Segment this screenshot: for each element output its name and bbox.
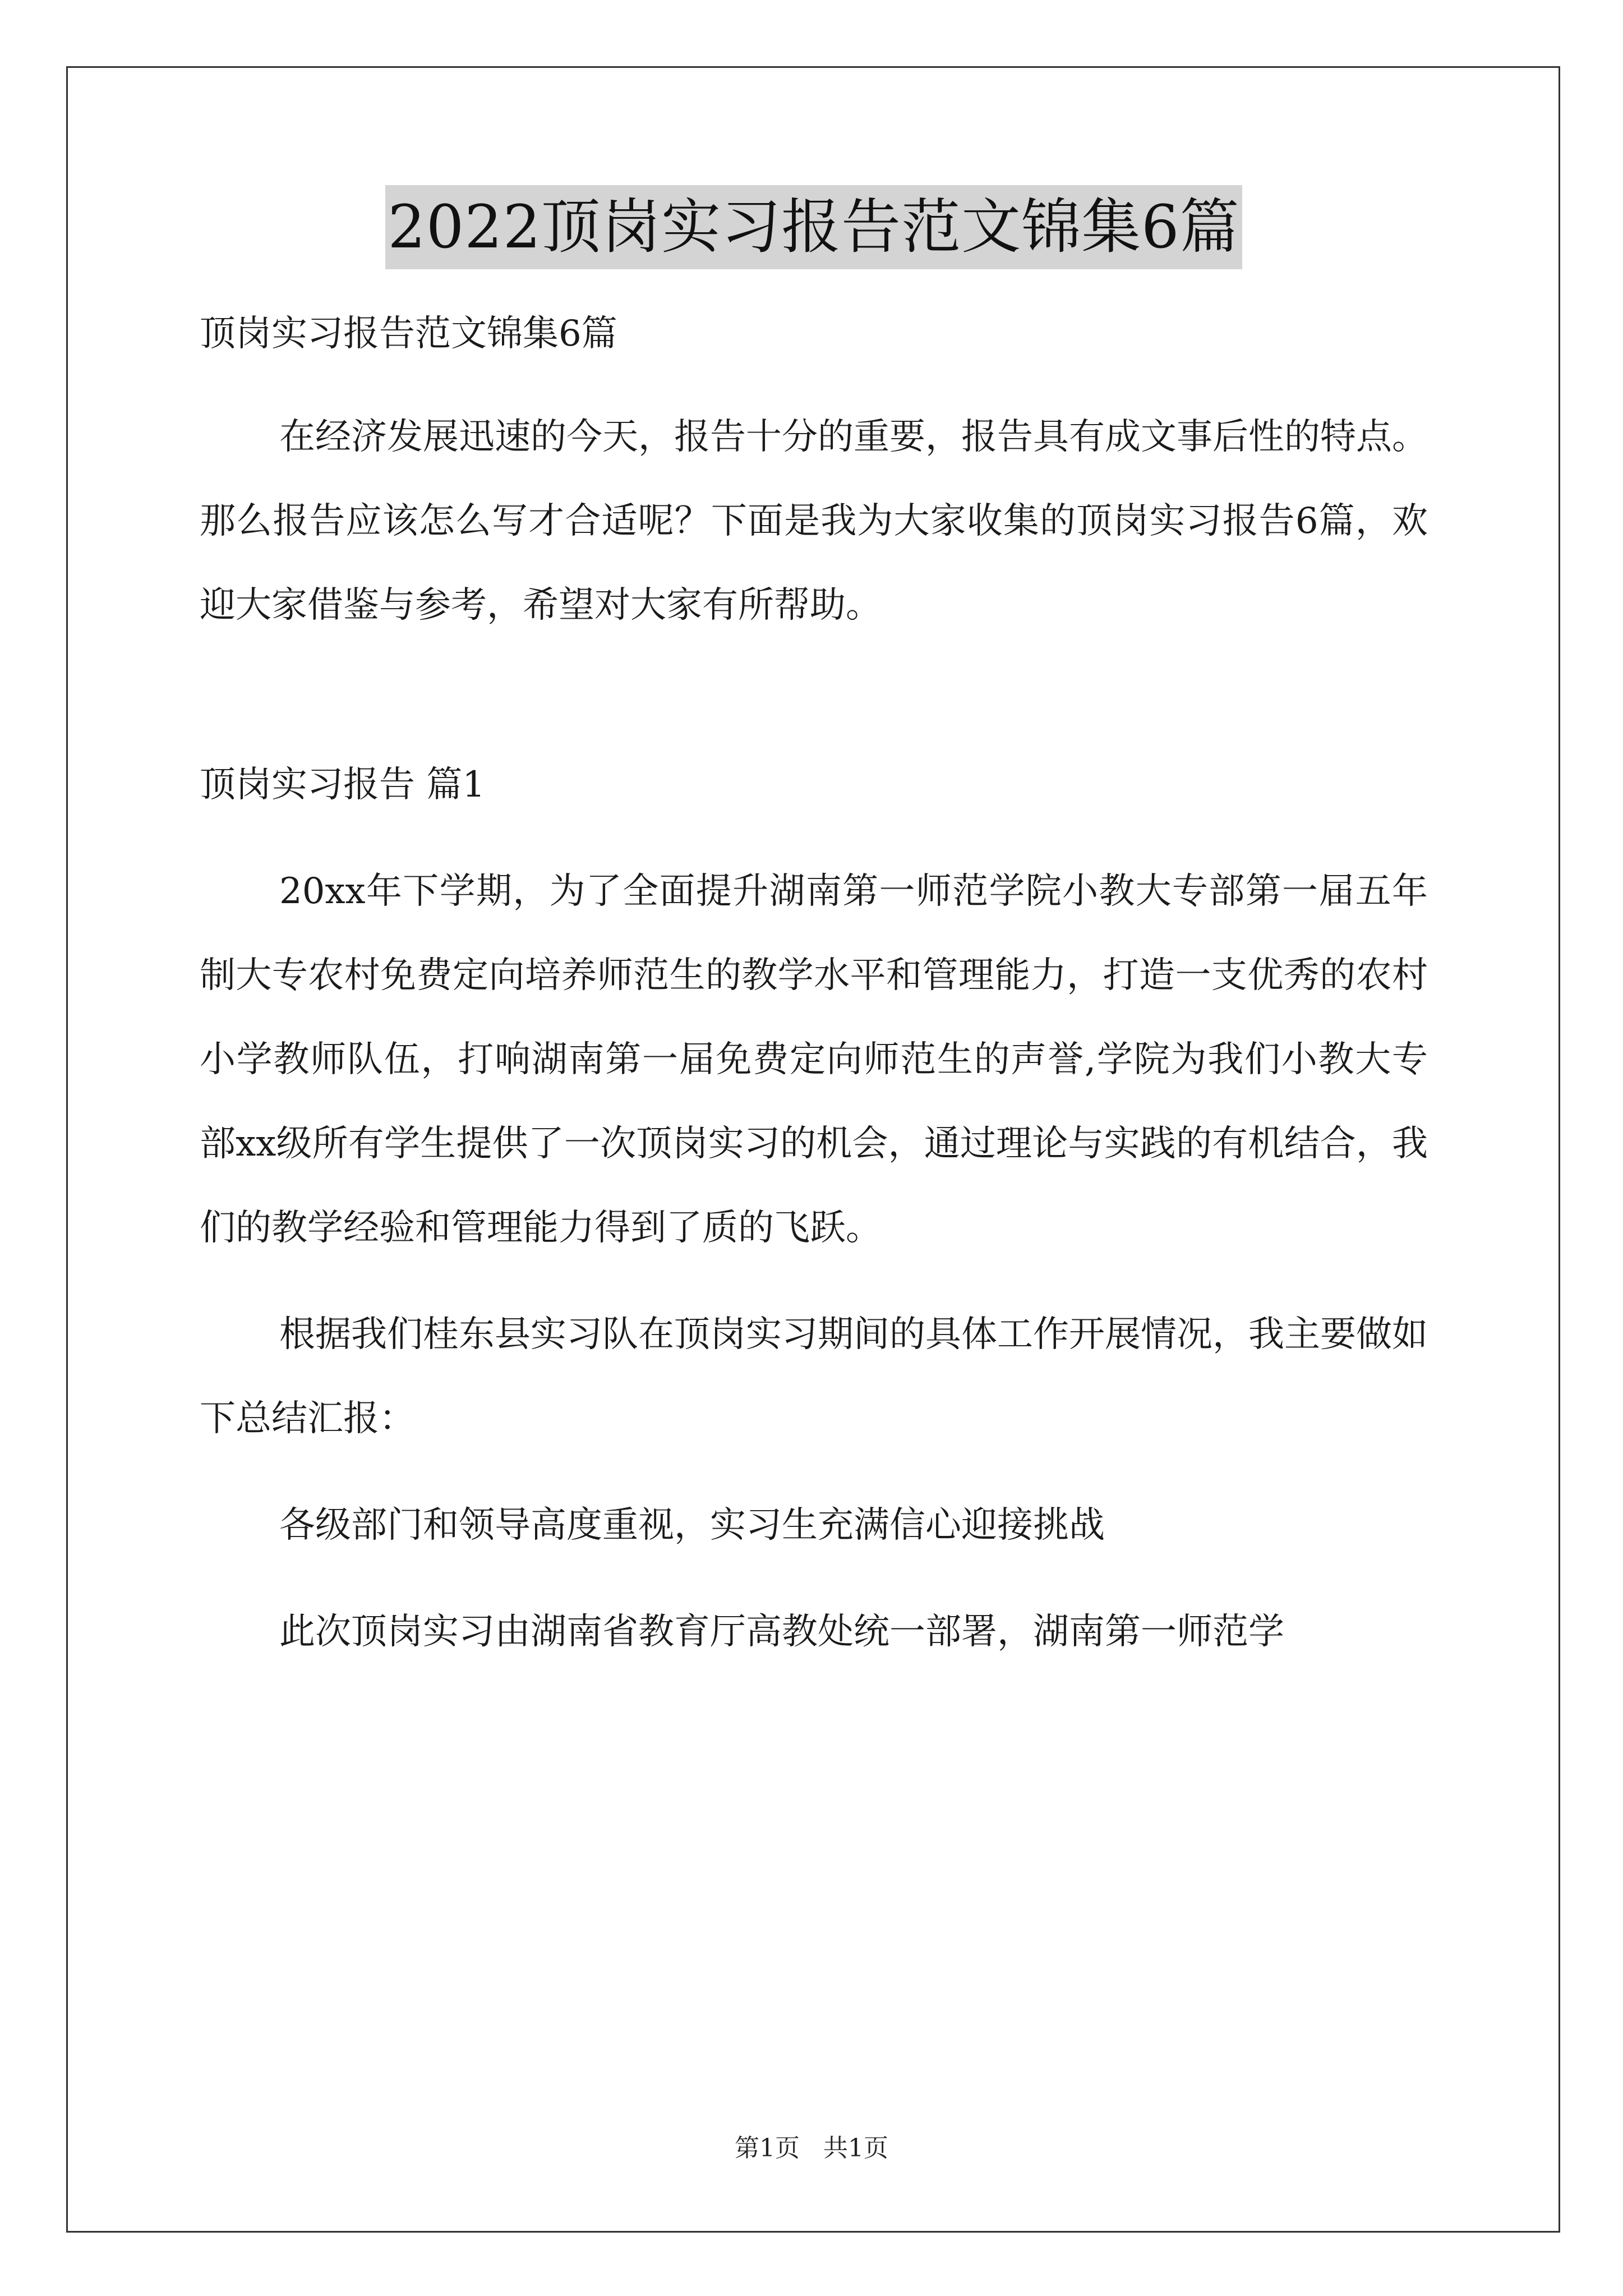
document-body — [200, 185, 1428, 1674]
body-paragraph-4: 此次顶岗实习由湖南省教育厅高教处统一部署，湖南第一师范学 — [279, 1611, 1284, 1653]
page-number-total: 共1页 — [823, 2134, 888, 2162]
page-number-current: 第1页 — [735, 2134, 800, 2162]
section-heading: 顶岗实习报告 篇1 — [200, 764, 486, 806]
page-footer — [0, 2132, 1623, 2165]
title-wrapper — [200, 185, 1428, 292]
body-paragraph-1: 20xx年下学期，为了全面提升湖南第一师范学院小教大专部第一届五年制大专农村免费定向培养师范生的教学水平和管理能力，打造一支优秀的农村小学教师队伍，打响湖南第一届免费定向师范生的声誉,学院为我们小教大专部xx级所有学生提供了一次顶岗实习的机会，通过理论与实践的有机结合，我们的教学经验和管理能力得到了质的飞跃。 — [200, 871, 1428, 1249]
body-paragraph-3: 各级部门和领导高度重视，实习生充满信心迎接挑战 — [279, 1504, 1105, 1546]
body-paragraph-2: 根据我们桂东县实习队在顶岗实习期间的具体工作开展情况，我主要做如下总结汇报： — [200, 1314, 1428, 1439]
document-subtitle: 顶岗实习报告范文锦集6篇 — [200, 313, 617, 355]
document-title: 2022顶岗实习报告范文锦集6篇 — [385, 185, 1242, 269]
intro-paragraph: 在经济发展迅速的今天，报告十分的重要，报告具有成文事后性的特点。那么报告应该怎么写才合适呢？下面是我为大家收集的顶岗实习报告6篇，欢迎大家借鉴与参考，希望对大家有所帮助。 — [200, 416, 1428, 626]
